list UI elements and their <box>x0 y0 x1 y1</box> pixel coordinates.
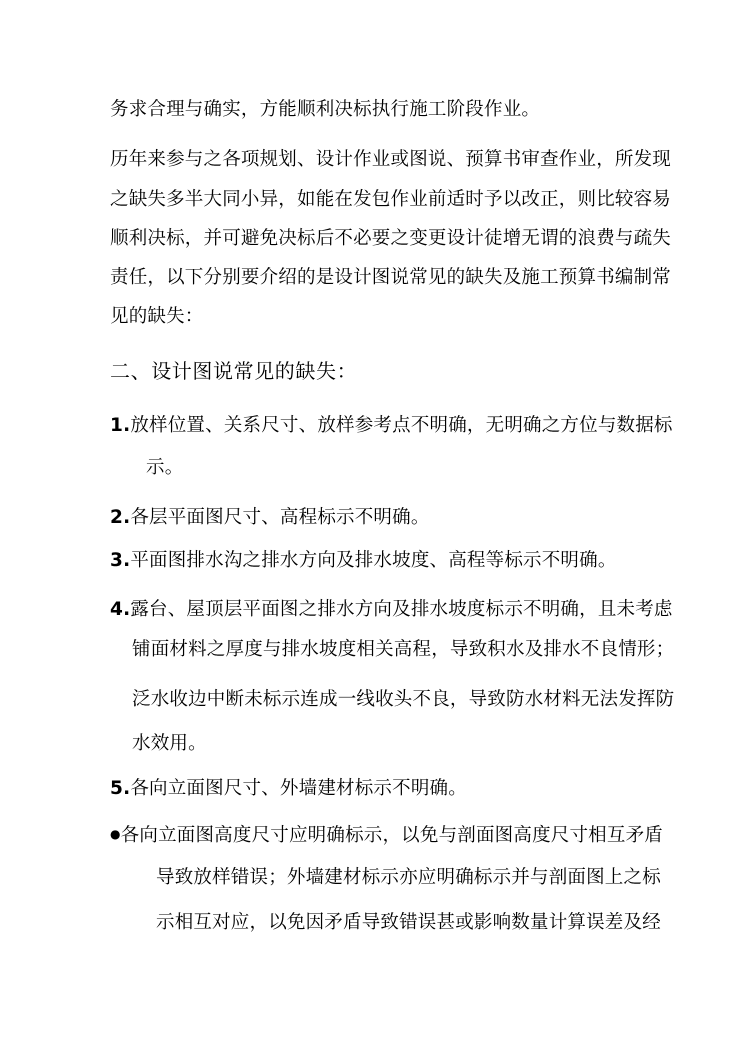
item-number: 1. <box>110 415 131 436</box>
history-line-4: 责任，以下分别要介绍的是设计图说常见的缺失及施工预算书编制常 <box>110 267 672 288</box>
item-text: 平面图排水沟之排水方向及排水坡度、高程等标示不明确。 <box>130 550 617 571</box>
history-line-3: 顺利决标，并可避免决标后不必要之变更设计徒增无谓的浪费与疏失 <box>110 228 672 249</box>
item-text: 露台、屋顶层平面图之排水方向及排水坡度标示不明确，且未考虑 <box>130 599 673 620</box>
item-1-line-1 <box>110 414 673 438</box>
item-text: 放样位置、关系尺寸、放样参考点不明确，无明确之方位与数据标 <box>130 415 673 436</box>
item-4-line-2: 铺面材料之厚度与排水坡度相关高程，导致积水及排水不良情形； <box>132 639 675 660</box>
bullet-line-3: 示相互对应，以免因矛盾导致错误甚或影响数量计算误差及经 <box>156 912 661 933</box>
bullet-line-1 <box>110 822 663 848</box>
item-4-line-4: 水效用。 <box>132 733 207 754</box>
item-4-line-1 <box>110 598 673 622</box>
intro-tail-line: 务求合理与确实，方能顺利决标执行施工阶段作业。 <box>110 99 541 120</box>
item-3-line-1 <box>110 549 617 573</box>
item-number: 3. <box>110 550 131 571</box>
item-number: 4. <box>110 599 131 620</box>
bullet-line-2: 导致放样错误；外墙建材标示亦应明确标示并与剖面图上之标 <box>156 867 661 888</box>
item-5-line-1 <box>110 777 467 801</box>
bullet-icon: ● <box>110 827 121 841</box>
history-line-2: 之缺失多半大同小异，如能在发包作业前适时予以改正，则比较容易 <box>110 189 672 210</box>
item-1-line-2: 示。 <box>146 457 184 478</box>
section-heading: 二、设计图说常见的缺失： <box>110 359 358 383</box>
history-line-1: 历年来参与之各项规划、设计作业或图说、预算书审查作业，所发现 <box>110 149 672 170</box>
item-number: 5. <box>110 778 131 799</box>
item-4-line-3: 泛水收边中断未标示连成一线收头不良，导致防水材料无法发挥防 <box>132 689 675 710</box>
bullet-text: 各向立面图高度尺寸应明确标示，以免与剖面图高度尺寸相互矛盾 <box>120 825 663 846</box>
item-text: 各向立面图尺寸、外墙建材标示不明确。 <box>130 778 467 799</box>
item-number: 2. <box>110 507 131 528</box>
history-line-5: 见的缺失： <box>110 306 204 327</box>
item-2-line-1 <box>110 506 430 530</box>
item-text: 各层平面图尺寸、高程标示不明确。 <box>130 507 430 528</box>
